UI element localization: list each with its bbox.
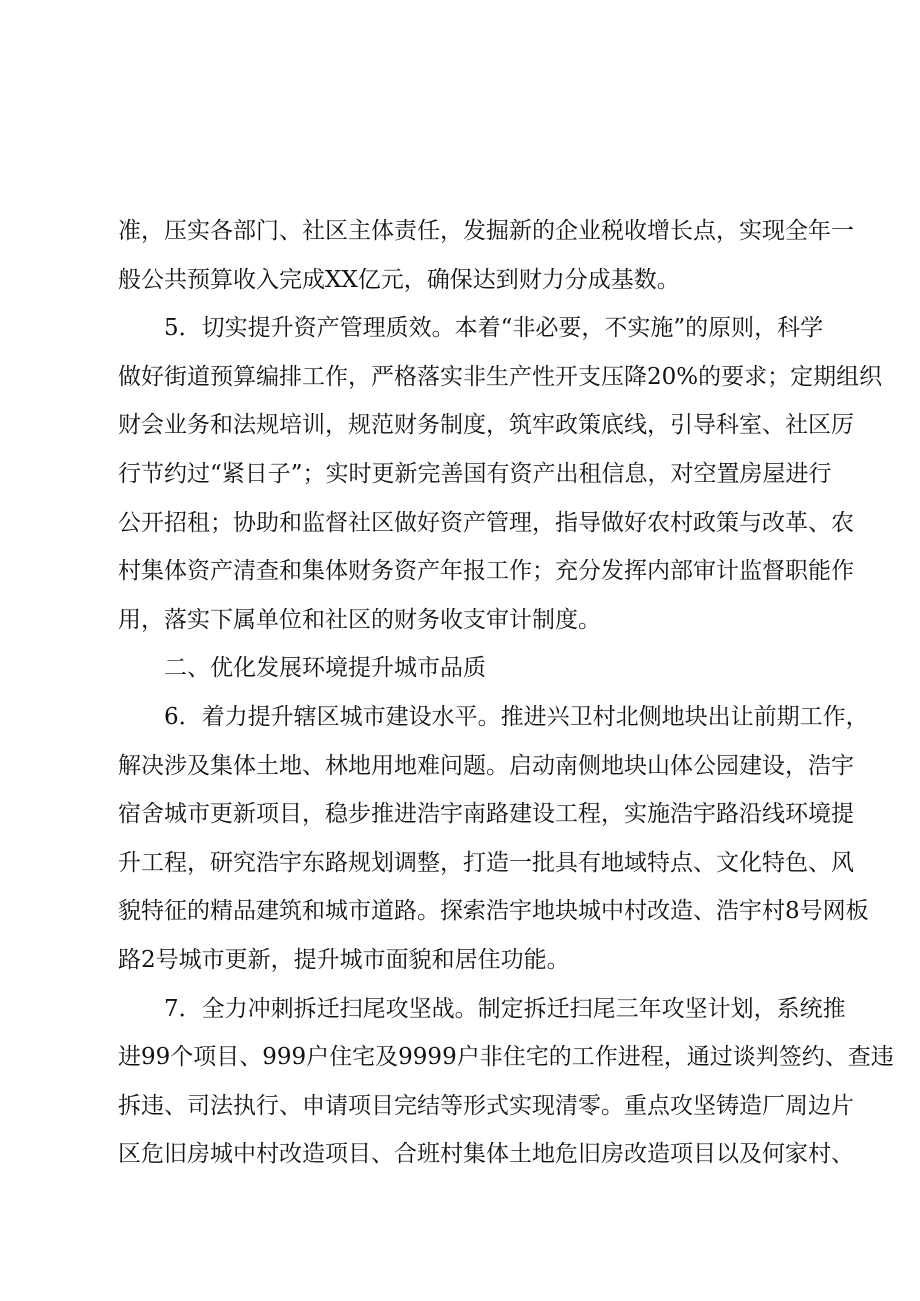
text-line: 做好街道预算编排工作，严格落实非生产性开支压降20%的要求；定期组织 bbox=[118, 363, 883, 390]
text-line: 宿舍城市更新项目，稳步推进浩宇南路建设工程，实施浩宇路沿线环境提 bbox=[118, 801, 854, 828]
text-line: 区危旧房城中村改造项目、合班村集体土地危旧房改造项目以及何家村、 bbox=[118, 1141, 854, 1168]
text-line: 进99个项目、999户住宅及9999户非住宅的工作进程，通过谈判签约、查违 bbox=[118, 1044, 894, 1071]
text-line: 路2号城市更新，提升城市面貌和居住功能。 bbox=[118, 946, 570, 973]
text-line: 公开招租；协助和监督社区做好资产管理，指导做好农村政策与改革、农 bbox=[118, 509, 854, 536]
text-line: 解决涉及集体土地、林地用地难问题。启动南侧地块山体公园建设，浩宇 bbox=[118, 752, 854, 779]
text-line: 貌特征的精品建筑和城市道路。探索浩宇地块城中村改造、浩宇村8号网板 bbox=[118, 898, 869, 925]
paragraph-4-continued bbox=[118, 207, 854, 304]
text-line: 5．切实提升资产管理质效。本着“非必要，不实施”的原则，科学 bbox=[164, 315, 824, 342]
paragraph-5 bbox=[118, 304, 883, 644]
text-line: 6．着力提升辖区城市建设水平。推进兴卫村北侧地块出让前期工作， bbox=[164, 703, 869, 730]
text-line: 行节约过“紧日子”；实时更新完善国有资产出租信息，对空置房屋进行 bbox=[118, 460, 832, 487]
section-heading: 二、优化发展环境提升城市品质 bbox=[164, 655, 486, 682]
paragraph-7 bbox=[118, 985, 894, 1179]
paragraph-6 bbox=[118, 693, 869, 985]
text-line: 财会业务和法规培训，规范财务制度，筑牢政策底线，引导科室、社区厉 bbox=[118, 412, 854, 439]
document-body bbox=[118, 207, 894, 1179]
text-line: 村集体资产清查和集体财务资产年报工作；充分发挥内部审计监督职能作 bbox=[118, 558, 854, 585]
text-line: 用，落实下属单位和社区的财务收支审计制度。 bbox=[118, 606, 601, 633]
text-line: 7．全力冲刺拆迁扫尾攻坚战。制定拆迁扫尾三年攻坚计划，系统推 bbox=[164, 995, 846, 1022]
text-line: 准，压实各部门、社区主体责任，发掘新的企业税收增长点，实现全年一 bbox=[118, 218, 854, 244]
text-line: 般公共预算收入完成XX亿元，确保达到财力分成基数。 bbox=[118, 266, 680, 293]
text-line: 升工程，研究浩宇东路规划调整，打造一批具有地域特点、文化特色、风 bbox=[118, 849, 854, 876]
text-line: 拆违、司法执行、申请项目完结等形式实现清零。重点攻坚铸造厂周边片 bbox=[118, 1092, 854, 1119]
